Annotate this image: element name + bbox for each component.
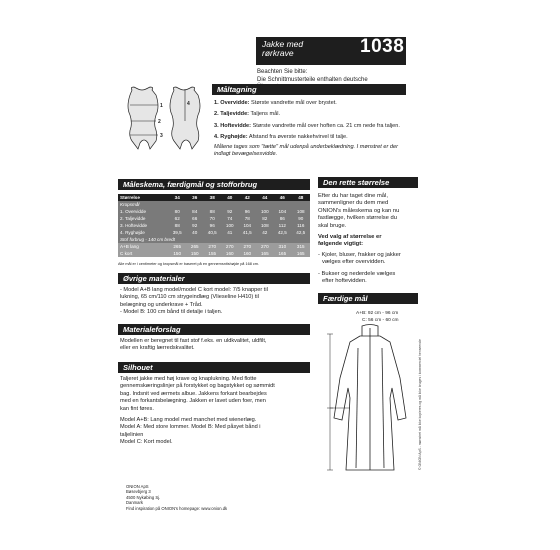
rette-bullet: - Kjoler, bluser, frakker og jakker bbox=[318, 251, 401, 258]
fig-label-4: 4 bbox=[187, 101, 190, 107]
table-footnote: Alle mål er i centimeter og kropsmål er baseret på en gennemsnitshøjde på 168 cm. bbox=[118, 262, 259, 266]
faerdige-ab: A+B: 92 cm - 96 cm bbox=[356, 311, 399, 316]
silhouet-line: Taljeret jakke med høj krave og knaplukning. Med flotte bbox=[120, 376, 257, 382]
maltagning-note: Målene tages som "tætte" mål udenpå underbeklædning. I mønstret er der bbox=[214, 143, 398, 150]
ovrige-line: belægning og underkrave + Tråd. bbox=[120, 301, 203, 308]
maltagning-heading: Måltagning bbox=[212, 84, 406, 95]
faerdige-c: C: 56 cm - 60 cm bbox=[362, 317, 399, 323]
silhouet-heading: Silhouet bbox=[118, 362, 310, 373]
materialeforslag-line: Modellen er beregnet til fast stof f.eks. en uldkvalitet, uldfilt, bbox=[120, 338, 267, 344]
address-line: ONION ApS bbox=[126, 484, 149, 489]
fig-label-1: 1 bbox=[160, 103, 163, 109]
copyright-vertical-text bbox=[418, 339, 424, 470]
model-line: Model A: Med store lommer. Model B: Med påsyet bånd i bbox=[120, 424, 261, 431]
rette-line: ONION's måleskema og kan nu bbox=[318, 207, 400, 214]
rette-storrelse-heading: Den rette størrelse bbox=[318, 177, 418, 188]
ovrige-line: - Model A+B lang model/model C kort model: 7/5 knapper til bbox=[120, 287, 268, 293]
table-row: 2. Taljevidde 62 66 70 74 78 82 86 90 bbox=[118, 215, 310, 222]
size-table bbox=[118, 194, 310, 257]
table-row: C kort 150 150 155 160 160 165 165 165 bbox=[118, 250, 310, 257]
maleskema-heading: Måleskema, færdigmål og stofforbrug bbox=[118, 179, 310, 190]
table-row: 4. Ryghøjde 39,5 40 40,5 41 41,5 42 42,5 42,5 bbox=[118, 229, 310, 236]
rette-line: sammenligner du dem med bbox=[318, 200, 389, 207]
rette-bullet: efter hoftevidden. bbox=[322, 278, 367, 285]
maltagning-list bbox=[214, 100, 414, 158]
pattern-title-line2: rørkrave bbox=[262, 48, 294, 58]
maltagning-item: 4. Ryghøjde: Afstand fra øverste nakkehvirvel til talje. bbox=[214, 134, 348, 141]
rette-bullet: - Bukser og nederdele vælges bbox=[318, 270, 396, 277]
faerdige-heading: Færdige mål bbox=[318, 293, 418, 304]
rette-line: skal bruge. bbox=[318, 222, 347, 229]
rette-bullet: vælges efter overvidden. bbox=[322, 259, 386, 266]
materialeforslag-text bbox=[120, 338, 315, 353]
silhouet-line: bag. Indsnit ved ærmets albue. Jakkens forkant bearbejdes bbox=[120, 390, 267, 397]
model-line: Model C: Kort model. bbox=[120, 439, 173, 446]
ovrige-text bbox=[120, 287, 315, 317]
address-line: 4500 Nykøbing Sj. bbox=[126, 494, 161, 500]
table-header-row: Størrelse 34 36 38 40 42 44 46 48 bbox=[118, 194, 310, 201]
rette-storrelse-text bbox=[318, 193, 418, 285]
silhouet-line: med en forkantsbelægning. Jakken er lavet uden foer, men bbox=[120, 398, 266, 405]
table-row: Stof forbrug - 140 cm bredt bbox=[118, 236, 310, 243]
coat-figure bbox=[320, 308, 420, 478]
address-line: Bøsevbjerg 3 bbox=[126, 489, 151, 495]
address-line: Danmark bbox=[126, 500, 143, 506]
table-row: Kropsmål bbox=[118, 201, 310, 208]
materialeforslag-line: eller en kraftig lærredskvalitet. bbox=[120, 345, 195, 352]
table-row: A+B lang 265 265 270 270 270 270 310 315 bbox=[118, 243, 310, 250]
silhouet-line: gennemskæringslinjer på forstykket og bagstykket og sømmidt bbox=[120, 383, 275, 390]
address-line: Find inspiration på ONION's homepage: www.onion.dk bbox=[126, 505, 228, 511]
rette-bold: Ved valg af størrelse er bbox=[318, 234, 382, 241]
rette-bold: følgende vigtigt: bbox=[318, 241, 364, 248]
rette-line: Efter du har taget dine mål, bbox=[318, 193, 388, 199]
maltagning-item: 3. Hoftevidde: Største vandrette mål over hoften ca. 21 cm nede fra taljen. bbox=[214, 122, 400, 129]
maltagning-item: 2. Taljevidde: Taljens mål. bbox=[214, 111, 281, 118]
model-line: taljelinien bbox=[120, 431, 144, 438]
address-block bbox=[126, 484, 227, 511]
ovrige-line: lukning, 65 cm/110 cm strygeindlæg (Vlieseline H410) til bbox=[120, 294, 259, 301]
silhouet-line: kan fint føres. bbox=[120, 405, 154, 412]
pattern-title-line1: Jakke med bbox=[262, 39, 304, 49]
ovrige-line: - Model B: 100 cm bånd til detalje i taljen. bbox=[120, 309, 223, 316]
ovrige-heading: Øvrige materialer bbox=[118, 273, 310, 284]
materialeforslag-heading: Materialeforslag bbox=[118, 324, 310, 335]
body-measurement-figure bbox=[122, 85, 208, 175]
maltagning-item: 1. Overvidde: Største vandrette mål over brystet. bbox=[214, 100, 337, 106]
copyright-text: © ONION ApS - mønstret må ikke kopieres og må ikke bruges i kommerciel henseende bbox=[418, 339, 422, 470]
maltagning-note: indlagt bevægelsesvidde. bbox=[214, 151, 278, 158]
fig-label-3: 3 bbox=[160, 133, 163, 139]
table-row: 3. Hoftevidde 88 92 96 100 104 108 112 116 bbox=[118, 222, 310, 229]
header-note-line1: Beachten Sie bitte: bbox=[257, 69, 308, 75]
silhouet-text bbox=[120, 376, 315, 447]
header-note-line2: Die Schnittmusterteile enthalten deutsche bbox=[257, 76, 368, 83]
rette-line: fastlægge, hvilken størrelse du bbox=[318, 215, 397, 222]
model-line: Model A+B: Lang model med manchet med wienerlæg. bbox=[120, 417, 257, 424]
pattern-number: 1038 bbox=[360, 36, 405, 57]
fig-label-2: 2 bbox=[158, 119, 161, 125]
table-row: 1. Overvidde 80 84 88 92 96 100 104 108 bbox=[118, 208, 310, 215]
